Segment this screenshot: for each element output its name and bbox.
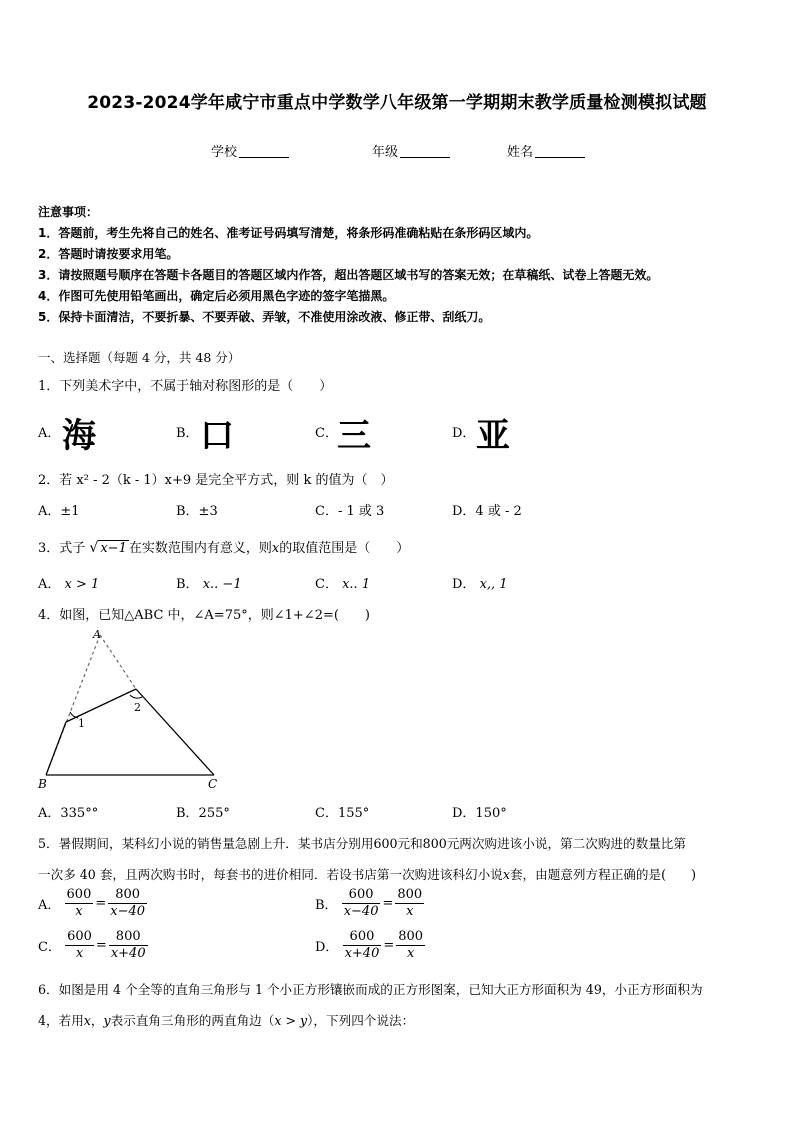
fraction: $\frac{800}{x+40}$ (110, 929, 146, 961)
page-title: 2023-2024学年咸宁市重点中学数学八年级第一学期期末教学质量检测模拟试题 (87, 93, 707, 113)
q2-option-b[interactable]: B．±3 (176, 504, 218, 519)
q1-char-a: 海 (62, 416, 96, 456)
q1-char-d: 亚 (476, 416, 510, 456)
q3-option-c[interactable]: C． x.. 1 (315, 577, 371, 592)
fraction: $\frac{800}{x-40}$ (110, 887, 146, 919)
q4-option-c[interactable]: C．155° (315, 806, 370, 821)
q3-option-a[interactable]: A． x > 1 (38, 577, 100, 592)
angle-2-arc (130, 695, 142, 698)
q5-option-c[interactable]: C． $\frac{600}{x}$ = $\frac{800}{x+40}$ (38, 929, 146, 961)
question-1-stem: 1．下列美术字中，不属于轴对称图形的是（ ） (38, 379, 333, 394)
note-item: 3．请按照题号顺序在答题卡各题目的答题区域内作答，超出答题区域书写的答案无效；在草稿纸、试卷上答题无效。 (38, 268, 659, 282)
q2-option-c[interactable]: C．- 1 或 3 (315, 504, 385, 519)
label-a: A (93, 628, 101, 641)
question-3-stem: 3．式子 √ x−1 在实数范围内有意义，则x的取值范围是（ ） (38, 540, 410, 556)
label-b: B (38, 777, 47, 791)
side-c (136, 689, 214, 775)
note-item: 2．答题时请按要求用笔。 (38, 247, 179, 261)
fraction: $\frac{600}{x+40}$ (344, 929, 380, 961)
q4-option-d[interactable]: D．150° (452, 806, 507, 821)
q1-option-a[interactable]: A． (38, 426, 61, 441)
q5-option-b[interactable]: B． $\frac{600}{x-40}$ = $\frac{800}{x}$ (315, 887, 423, 919)
notes-heading: 注意事项： (38, 205, 99, 219)
q1-char-c: 三 (337, 416, 371, 456)
fraction: $\frac{600}{x}$ (67, 929, 92, 961)
question-5-line-2: 一次多 40 套，且两次购书时，每套书的进价相同．若设书店第一次购进该科幻小说x套，由题意列方程正确的是( ) (38, 867, 697, 882)
radicand: x−1 (100, 541, 127, 556)
note-item: 1．答题前，考生先将自己的姓名、准考证号码填写清楚，将条形码准确粘贴在条形码区域内。 (38, 226, 539, 240)
q1-option-c[interactable]: C． (315, 426, 338, 441)
q1-char-b: 口 (200, 416, 234, 456)
question-5-line-1: 5．暑假期间，某科幻小说的销售量急剧上升．某书店分别用600元和800元两次购进该小说，第二次购进的数量比第 (38, 836, 686, 851)
note-item: 4．作图可先使用铅笔画出，确定后必须用黑色字迹的签字笔描黑。 (38, 289, 395, 303)
fraction: $\frac{800}{x}$ (398, 929, 424, 961)
question-6-line-2: 4，若用x，y表示直角三角形的两直角边（x > y），下列四个说法： (38, 1013, 415, 1028)
section-heading: 一、选择题（每题 4 分，共 48 分） (38, 350, 241, 365)
label-angle-1: 1 (78, 717, 85, 730)
note-item: 5．保持卡面清洁，不要折暴、不要弄破、弄皱，不准使用涂改液、修正带、刮纸刀。 (38, 310, 491, 324)
name-field[interactable]: 姓名 (507, 141, 585, 160)
question-6-line-1: 6．如图是用 4 个全等的直角三角形与 1 个小正方形镶嵌而成的正方形图案，已知大正方形面积为 49，小正方形面积为 (38, 982, 703, 997)
triangle-figure (30, 625, 230, 795)
grade-field[interactable]: 年级 (372, 141, 450, 160)
side-b (46, 722, 66, 775)
q3-option-b[interactable]: B． x.. −1 (176, 577, 242, 592)
question-4-stem: 4．如图，已知△ABC 中，∠A=75°，则∠1+∠2=( ) (38, 608, 371, 623)
fraction: $\frac{800}{x}$ (397, 887, 423, 919)
q5-option-d[interactable]: D． $\frac{600}{x+40}$ = $\frac{800}{x}$ (315, 929, 424, 961)
q5-option-a[interactable]: A． $\frac{600}{x}$ = $\frac{800}{x-40}$ (38, 887, 146, 919)
q2-option-a[interactable]: A．±1 (38, 504, 80, 519)
dashed-side-ac (100, 635, 136, 689)
question-2-stem: 2．若 x² - 2（k - 1）x+9 是完全平方式，则 k 的值为（ ） (38, 473, 394, 488)
cut-line (66, 689, 136, 722)
q3-option-d[interactable]: D． x,, 1 (452, 577, 508, 592)
q1-option-d[interactable]: D． (452, 426, 476, 441)
label-angle-2: 2 (134, 701, 141, 714)
label-c: C (208, 777, 218, 791)
fraction: $\frac{600}{x}$ (66, 887, 92, 919)
q1-option-b[interactable]: B． (176, 426, 199, 441)
fraction: $\frac{600}{x-40}$ (343, 887, 379, 919)
q4-option-a[interactable]: A．335°° (38, 806, 99, 821)
q4-option-b[interactable]: B．255° (176, 806, 230, 821)
q2-option-d[interactable]: D．4 或 - 2 (452, 504, 522, 519)
school-field[interactable]: 学校 (211, 141, 289, 160)
